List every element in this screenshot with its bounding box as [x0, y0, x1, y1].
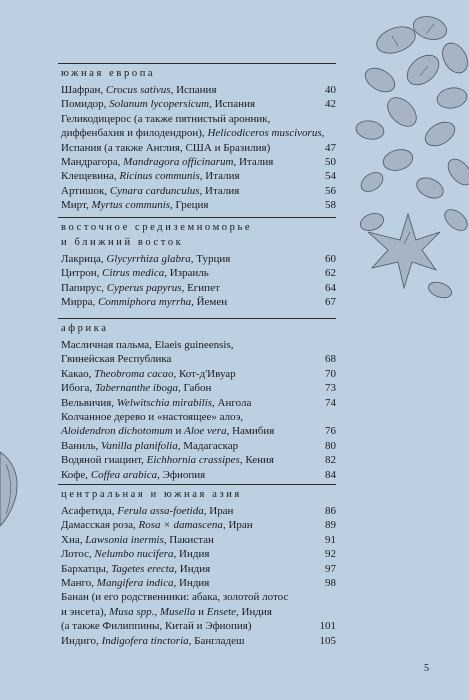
- entry-page-number: 74: [325, 396, 336, 409]
- toc-entry[interactable]: [61, 126, 336, 140]
- latin-name: Aloidendron dichotomum: [61, 425, 173, 438]
- toc-entry[interactable]: [61, 634, 336, 648]
- latin-name: Aloe vera: [184, 425, 227, 438]
- entry-text: , Иран: [203, 505, 234, 517]
- toc-entry[interactable]: [61, 533, 336, 547]
- entry-page-number: 58: [325, 199, 336, 212]
- entry-title: [61, 453, 274, 467]
- entry-text: Банан (и его родственники: абака, золотой лотос: [61, 591, 289, 604]
- entry-title: [61, 141, 270, 155]
- entry-page-number: 89: [325, 519, 336, 532]
- entry-text: Ваниль,: [61, 439, 101, 452]
- entry-text: Колчанное дерево и «настоящее» алоэ,: [61, 411, 244, 423]
- toc-entry[interactable]: [61, 252, 336, 266]
- entry-text: ,: [321, 127, 325, 140]
- section-divider: [58, 217, 336, 218]
- entry-title: [61, 533, 214, 547]
- toc-entry[interactable]: [61, 112, 336, 126]
- entry-text: Папирус,: [61, 281, 107, 294]
- entry-text: , Италия: [199, 170, 240, 183]
- entry-title: [61, 338, 234, 352]
- latin-name: Citrus medica: [102, 267, 165, 280]
- latin-name: Ferula assa-foetida: [117, 505, 204, 517]
- entry-text: Артишок,: [61, 184, 110, 197]
- latin-name: Ricinus communis: [119, 170, 200, 183]
- entry-text: Лакрица,: [61, 253, 107, 265]
- toc-entry[interactable]: [61, 198, 336, 212]
- entry-page-number: 73: [325, 382, 336, 395]
- entry-text: , Бангладеш: [188, 634, 245, 647]
- section-divider: [58, 63, 336, 64]
- toc-entry[interactable]: [61, 295, 336, 309]
- entry-text: Цитрон,: [61, 267, 103, 280]
- toc-entry[interactable]: [61, 605, 336, 619]
- entry-title: [61, 468, 205, 482]
- entry-text: , Эфиопия: [157, 468, 206, 481]
- latin-name: Vanilla planifolia: [101, 439, 178, 452]
- entry-title: [61, 252, 230, 266]
- entry-text: Водяной гиацинт,: [61, 454, 147, 467]
- entry-text: Ибога,: [61, 382, 95, 395]
- entry-page-number: 101: [319, 620, 336, 633]
- toc-entry[interactable]: [61, 468, 336, 482]
- latin-name: Nelumbo nucifera: [94, 548, 174, 561]
- latin-name: Welwitschia mirabilis: [116, 396, 213, 409]
- entry-page-number: 68: [325, 353, 336, 366]
- entry-text: , Пакистан: [163, 533, 214, 546]
- entry-title: [61, 619, 252, 633]
- latin-name: Myrtus communis: [91, 199, 171, 212]
- latin-name: Glycyrrhiza glabra: [106, 253, 191, 265]
- toc-entry[interactable]: [61, 590, 336, 604]
- latin-name: Musella: [159, 605, 196, 618]
- entry-text: Индиго,: [61, 634, 102, 647]
- entry-page-number: 50: [325, 156, 336, 168]
- entry-title: [61, 155, 273, 169]
- entry-page-number: 76: [325, 425, 336, 438]
- entry-text: , Мадагаскар: [177, 439, 239, 452]
- entry-text: , Иран: [222, 519, 253, 532]
- entry-title: [61, 518, 253, 532]
- entry-text: (а также Филиппины, Китай и Эфиопия): [61, 620, 252, 633]
- entry-text: и: [172, 425, 185, 438]
- entry-page-number: 40: [325, 84, 336, 96]
- entry-title: [61, 424, 274, 438]
- entry-page-number: 47: [325, 141, 336, 154]
- entry-title: [61, 367, 236, 381]
- entry-text: , Кот-д'Ивуар: [173, 367, 236, 380]
- section-title: африка: [61, 323, 109, 334]
- entry-title: [61, 576, 209, 590]
- entry-title: [61, 396, 251, 410]
- entry-page-number: 97: [325, 562, 336, 575]
- entry-text: Хна,: [61, 533, 86, 546]
- toc-entry[interactable]: [61, 169, 336, 183]
- entry-text: , Испания: [170, 84, 217, 96]
- page-number: 5: [424, 663, 429, 674]
- entry-title: [61, 590, 288, 604]
- entry-page-number: 54: [325, 170, 336, 183]
- latin-name: Mangifera indica: [96, 577, 174, 589]
- entry-text: , Габон: [177, 382, 212, 395]
- entry-title: [61, 295, 227, 309]
- entry-text: Мирт,: [61, 199, 92, 212]
- latin-name: Crocus sativus: [105, 84, 171, 96]
- entry-text: Клещевина,: [61, 170, 120, 183]
- entry-text: , Индия: [174, 562, 211, 575]
- entry-text: , Испания: [209, 98, 256, 111]
- entry-page-number: 92: [325, 548, 336, 561]
- toc-entry[interactable]: [61, 396, 336, 410]
- entry-page-number: 42: [325, 98, 336, 111]
- entry-title: [61, 266, 209, 280]
- section-divider: [58, 484, 336, 485]
- toc-entry[interactable]: [61, 576, 336, 590]
- entry-text: , Греция: [170, 199, 209, 212]
- entry-text: Гвинейская Республика: [61, 353, 172, 366]
- entry-title: [61, 352, 171, 366]
- entry-page-number: 70: [325, 367, 336, 380]
- toc-entry[interactable]: [61, 453, 336, 467]
- entry-text: ,: [154, 605, 160, 618]
- latin-name: Ensete: [206, 605, 237, 618]
- latin-name: Musa spp.: [109, 605, 155, 618]
- entry-text: Масличная пальма, Elaeis guineensis,: [61, 339, 234, 351]
- entry-text: , Израиль: [164, 267, 209, 280]
- section-title: восточное средиземноморье: [61, 222, 253, 233]
- toc-entry[interactable]: [61, 381, 336, 395]
- entry-title: [61, 112, 270, 126]
- toc-entry[interactable]: [61, 424, 336, 438]
- entry-text: и: [195, 605, 207, 618]
- entry-text: Помидор,: [61, 98, 110, 111]
- entry-text: Вельвичия,: [61, 396, 117, 409]
- latin-name: Tabernanthe iboga: [94, 382, 178, 395]
- entry-text: Мирра,: [61, 296, 99, 309]
- latin-name: Cyperus papyrus: [106, 281, 182, 294]
- entry-title: [61, 281, 220, 295]
- latin-name: Commiphora myrrha: [98, 296, 192, 309]
- entry-text: Геликодицерос (а также пятнистый аронник,: [61, 112, 271, 125]
- latin-name: Coffea arabica: [90, 468, 158, 481]
- entry-text: Асафетида,: [61, 505, 118, 517]
- toc-entry[interactable]: [61, 547, 336, 561]
- entry-text: Испания (а также Англия, США и Бразилия): [61, 141, 271, 154]
- toc-entry[interactable]: [61, 518, 336, 532]
- latin-name: Tagetes erecta: [111, 562, 175, 575]
- entry-title: [61, 97, 255, 111]
- entry-page-number: 98: [325, 577, 336, 589]
- entry-page-number: 62: [325, 267, 336, 280]
- entry-page-number: 64: [325, 281, 336, 294]
- entry-text: , Индия: [173, 548, 210, 561]
- entry-page-number: 86: [325, 505, 336, 517]
- entry-page-number: 80: [325, 439, 336, 452]
- toc-entry[interactable]: [61, 97, 336, 111]
- toc-entry[interactable]: [61, 619, 336, 633]
- entry-text: , Кения: [239, 454, 274, 467]
- toc-entry[interactable]: [61, 410, 336, 424]
- entry-text: , Италия: [199, 184, 240, 197]
- entry-title: [61, 126, 324, 140]
- entry-text: , Индия: [236, 605, 272, 618]
- entry-text: Шафран,: [61, 84, 106, 96]
- entry-text: , Йемен: [191, 296, 228, 309]
- entry-page-number: 105: [319, 634, 336, 647]
- toc-entry[interactable]: [61, 352, 336, 366]
- latin-name: Eichhornia crassipes: [146, 454, 240, 467]
- entry-text: , Индия: [173, 577, 210, 589]
- entry-title: [61, 184, 239, 198]
- toc-entry[interactable]: [61, 504, 336, 518]
- entry-text: Лотос,: [61, 548, 95, 561]
- toc-entry[interactable]: [61, 266, 336, 280]
- entry-text: , Ангола: [212, 396, 252, 409]
- latin-name: Indigofera tinctoria: [101, 634, 189, 647]
- entry-text: Манго,: [61, 577, 97, 589]
- toc-entry[interactable]: [61, 184, 336, 198]
- toc-entry[interactable]: [61, 367, 336, 381]
- entry-page-number: 56: [325, 184, 336, 197]
- entry-page-number: 82: [325, 454, 336, 467]
- entry-text: , Турция: [190, 253, 231, 265]
- entry-title: [61, 547, 209, 561]
- entry-title: [61, 83, 217, 97]
- entry-text: Мандрагора,: [61, 156, 124, 168]
- toc-entry[interactable]: [61, 562, 336, 576]
- entry-text: диффенбахия и филодендрон),: [61, 127, 208, 140]
- section-title: и ближний восток: [61, 237, 184, 248]
- latin-name: Mandragora officinarum: [123, 156, 234, 168]
- entry-title: [61, 169, 240, 183]
- entry-text: Дамасская роза,: [61, 519, 139, 532]
- toc-entry[interactable]: [61, 338, 336, 352]
- toc-entry[interactable]: [61, 281, 336, 295]
- entry-title: [61, 605, 272, 619]
- entry-title: [61, 439, 238, 453]
- toc-entry[interactable]: [61, 155, 336, 169]
- entry-title: [61, 562, 210, 576]
- toc-entry[interactable]: [61, 439, 336, 453]
- latin-name: Theobroma cacao: [94, 367, 174, 380]
- entry-page-number: 60: [325, 253, 336, 265]
- entry-title: [61, 381, 211, 395]
- latin-name: Cynara cardunculus: [109, 184, 200, 197]
- entry-text: и энсета),: [61, 605, 110, 618]
- section-divider: [58, 318, 336, 319]
- section-title: южная европа: [61, 68, 156, 79]
- entry-text: Кофе,: [61, 468, 91, 481]
- entry-page-number: 91: [325, 533, 336, 546]
- section-title: центральная и южная азия: [61, 489, 242, 500]
- entry-title: [61, 198, 208, 212]
- toc-entry[interactable]: [61, 141, 336, 155]
- entry-page-number: 84: [325, 468, 336, 481]
- entry-title: [61, 504, 233, 518]
- entry-text: Бархатцы,: [61, 562, 112, 575]
- entry-text: , Египет: [181, 281, 220, 294]
- entry-text: , Намибия: [226, 425, 275, 438]
- entry-text: , Италия: [233, 156, 274, 168]
- latin-name: Solanum lycopersicum: [109, 98, 210, 111]
- entry-page-number: 67: [325, 296, 336, 309]
- toc-entry[interactable]: [61, 83, 336, 97]
- latin-name: Helicodiceros muscivorus: [207, 127, 322, 140]
- entry-title: [61, 634, 245, 648]
- entry-text: Какао,: [61, 367, 95, 380]
- latin-name: Lawsonia inermis: [85, 533, 164, 546]
- latin-name: Rosa × damascena: [138, 519, 223, 532]
- entry-title: [61, 410, 243, 424]
